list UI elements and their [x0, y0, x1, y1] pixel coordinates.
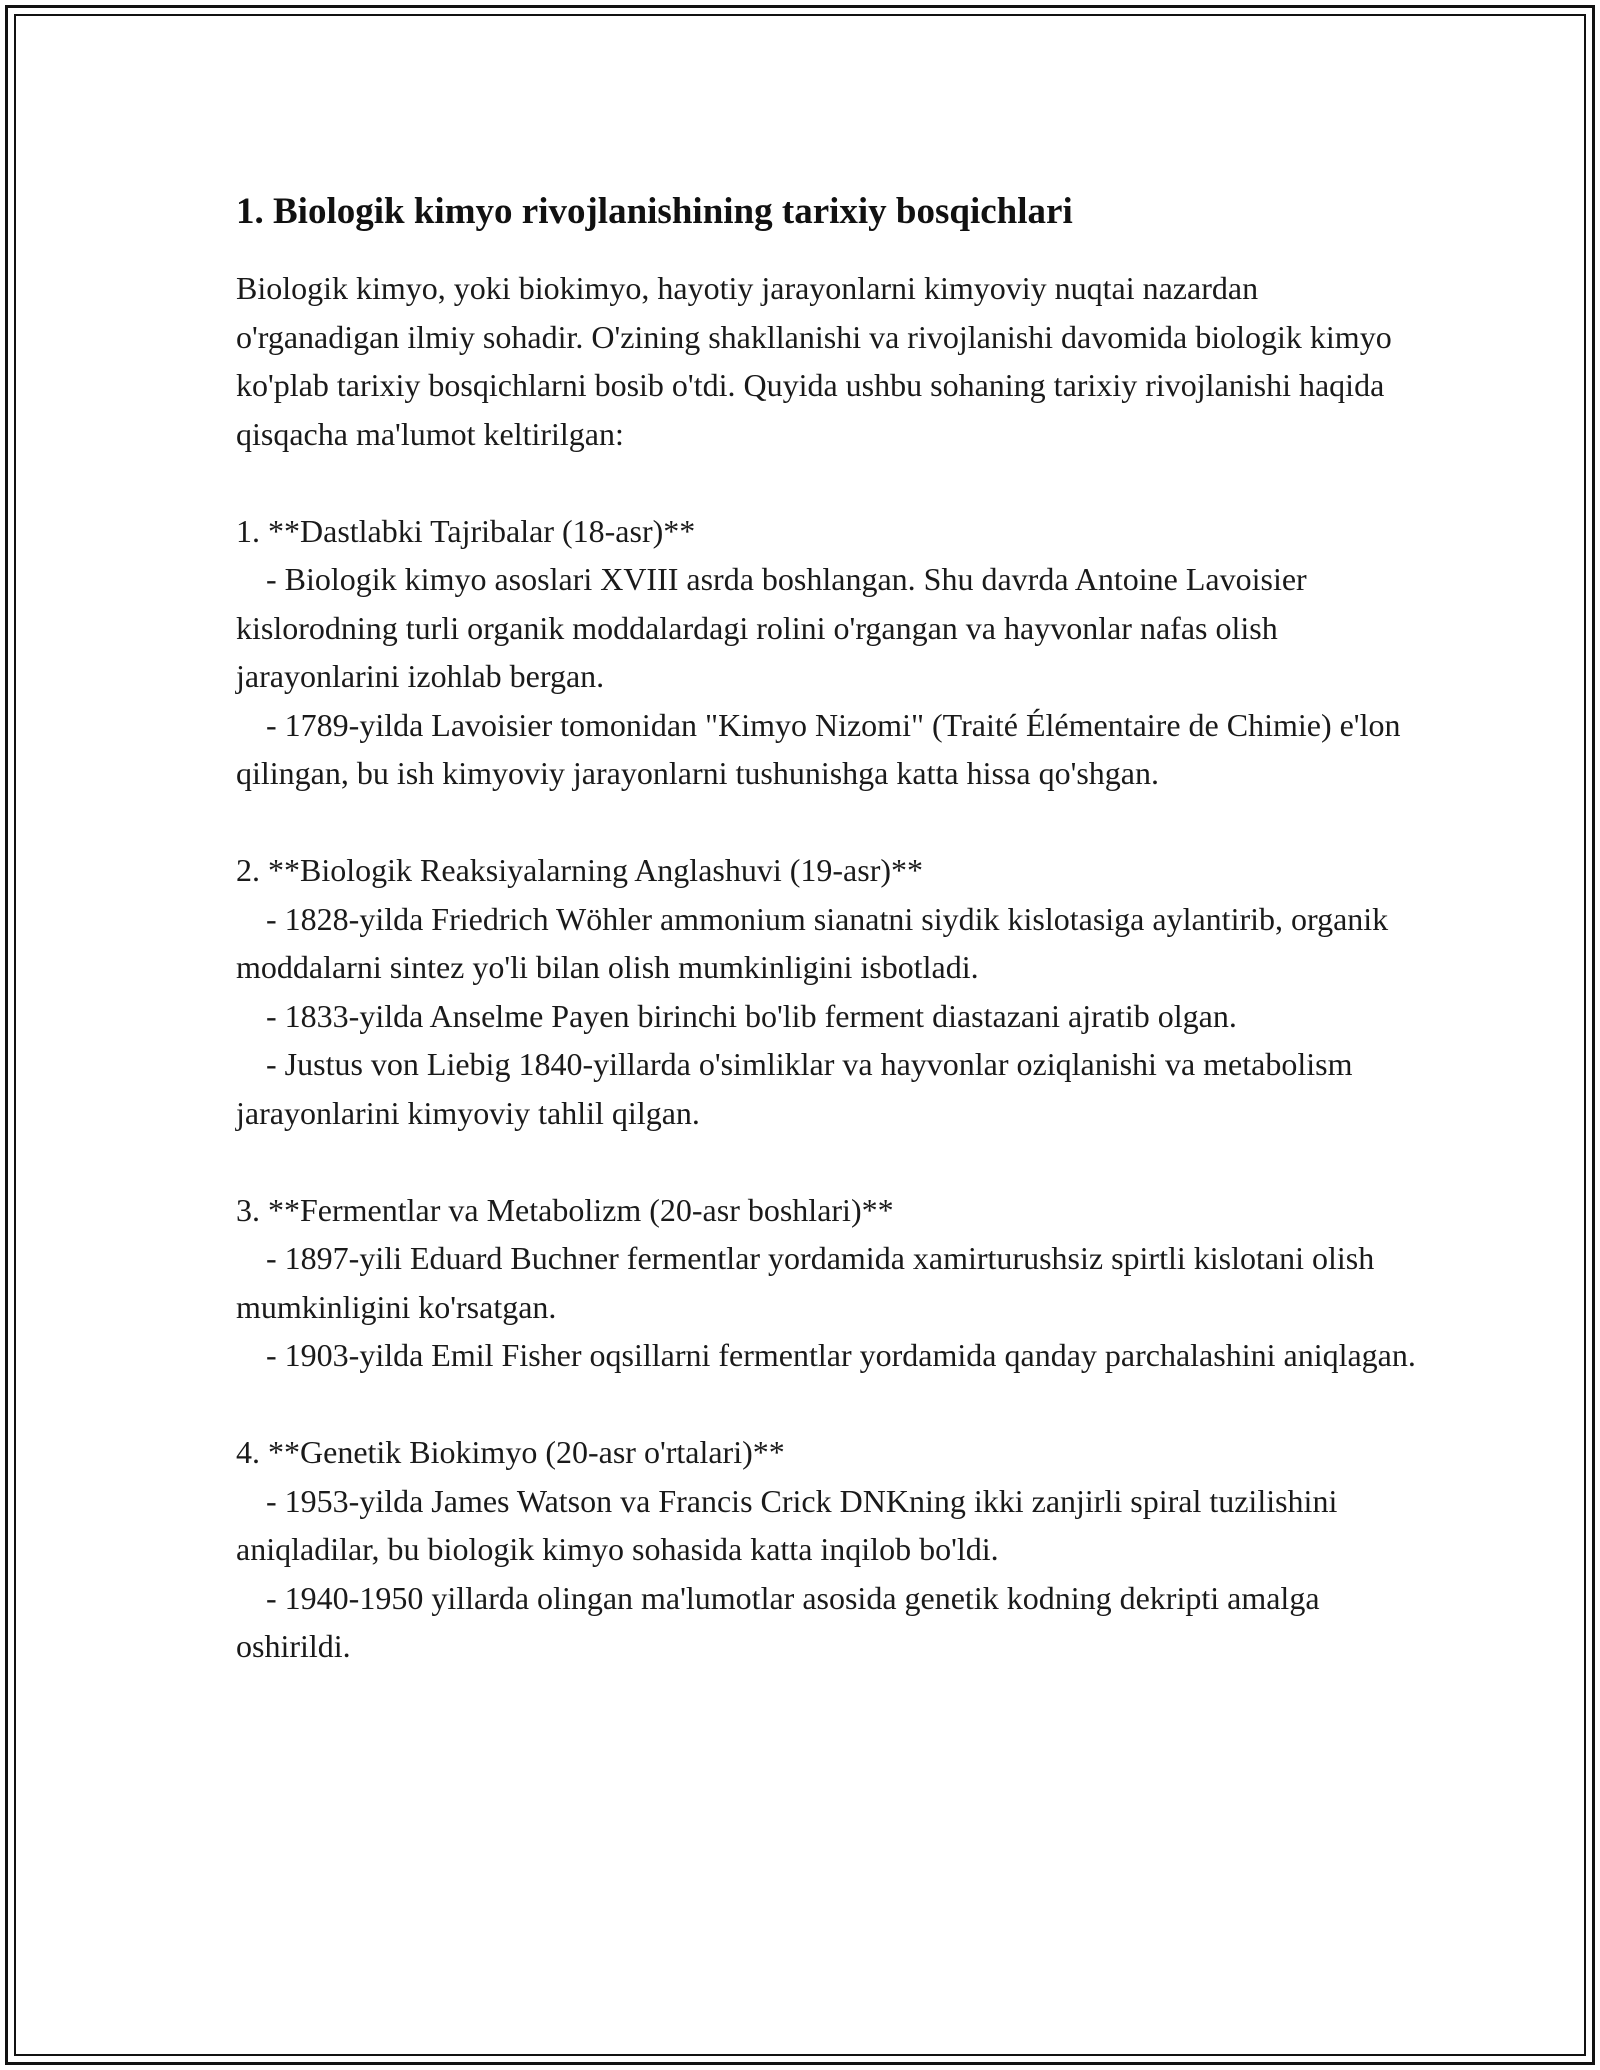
bullet-item: [236, 555, 1426, 701]
bullet-item: [236, 992, 1426, 1041]
bullet-text: - 1953-yilda James Watson va Francis Crick DNKning ikki zanjirli spiral tuzilishini aniqladilar, bu biologik kimyo sohasida katta inqilob bo'ldi.: [236, 1482, 1338, 1567]
document-title: 1. Biologik kimyo rivojlanishining tarixiy bosqichlari: [236, 191, 1073, 232]
section-heading: 4. **Genetik Biokimyo (20-asr o'rtalari)**: [236, 1434, 785, 1470]
bullet-item: [236, 1331, 1426, 1380]
bullet-item: [236, 1477, 1426, 1574]
bullet-text: - 1897-yili Eduard Buchner fermentlar yordamida xamirturushsiz spirtli kislotani olish mumkinligini ko'rsatgan.: [236, 1240, 1375, 1325]
section-heading: 1. **Dastlabki Tajribalar (18-asr)**: [236, 512, 696, 549]
intro-paragraph: Biologik kimyo, yoki biokimyo, hayotiy jarayonlarni kimyoviy nuqtai nazardan o'rganadigan ilmiy sohadir. O'zining shakllanishi va rivojlanishi davomida biologik kimyo ko'plab tarixiy bosqichlarni bosib o'tdi. Quyida ushbu sohaning tarixiy rivojlanishi haqida qisqacha ma'lumot keltirilgan:: [236, 270, 1392, 452]
bullet-item: [236, 1574, 1426, 1671]
section-4: [236, 1428, 1426, 1671]
section-heading: 3. **Fermentlar va Metabolizm (20-asr boshlari)**: [236, 1191, 894, 1228]
bullet-text: - 1940-1950 yillarda olingan ma'lumotlar asosida genetik kodning dekripti amalga oshirildi.: [236, 1579, 1320, 1664]
bullet-text: - 1789-yilda Lavoisier tomonidan "Kimyo Nizomi" (Traité Élémentaire de Chimie) e'lon qilingan, bu ish kimyoviy jarayonlarni tushunishga katta hissa qo'shgan.: [236, 706, 1401, 791]
bullet-text: - Biologik kimyo asoslari XVIII asrda boshlangan. Shu davrda Antoine Lavoisier kislorodning turli organik moddalardagi rolini o'rgangan va hayvonlar nafas olish jarayonlarini izohlab bergan.: [236, 561, 1307, 694]
bullet-text: - Justus von Liebig 1840-yillarda o'simliklar va hayvonlar oziqlanishi va metabolism jarayonlarini kimyoviy tahlil qilgan.: [236, 1046, 1353, 1131]
section-heading: 2. **Biologik Reaksiyalarning Anglashuvi (19-asr)**: [236, 852, 924, 888]
bullet-text: - 1903-yilda Emil Fisher oqsillarni fermentlar yordamida qanday parchalashini aniqlagan.: [266, 1337, 1416, 1373]
bullet-text: - 1833-yilda Anselme Payen birinchi bo'lib ferment diastazani ajratib olgan.: [266, 997, 1237, 1034]
bullet-text: - 1828-yilda Friedrich Wöhler ammonium sianatni siydik kislotasiga aylantirib, organik moddalarni sintez yo'li bilan olish mumkinligini isbotladi.: [236, 900, 1389, 985]
section-1: [236, 507, 1426, 798]
bullet-item: [236, 701, 1426, 798]
section-2: [236, 846, 1426, 1137]
bullet-item: [236, 1234, 1426, 1331]
document-page: [236, 188, 1426, 1671]
bullet-item: [236, 1040, 1426, 1137]
bullet-item: [236, 895, 1426, 992]
section-3: [236, 1186, 1426, 1380]
